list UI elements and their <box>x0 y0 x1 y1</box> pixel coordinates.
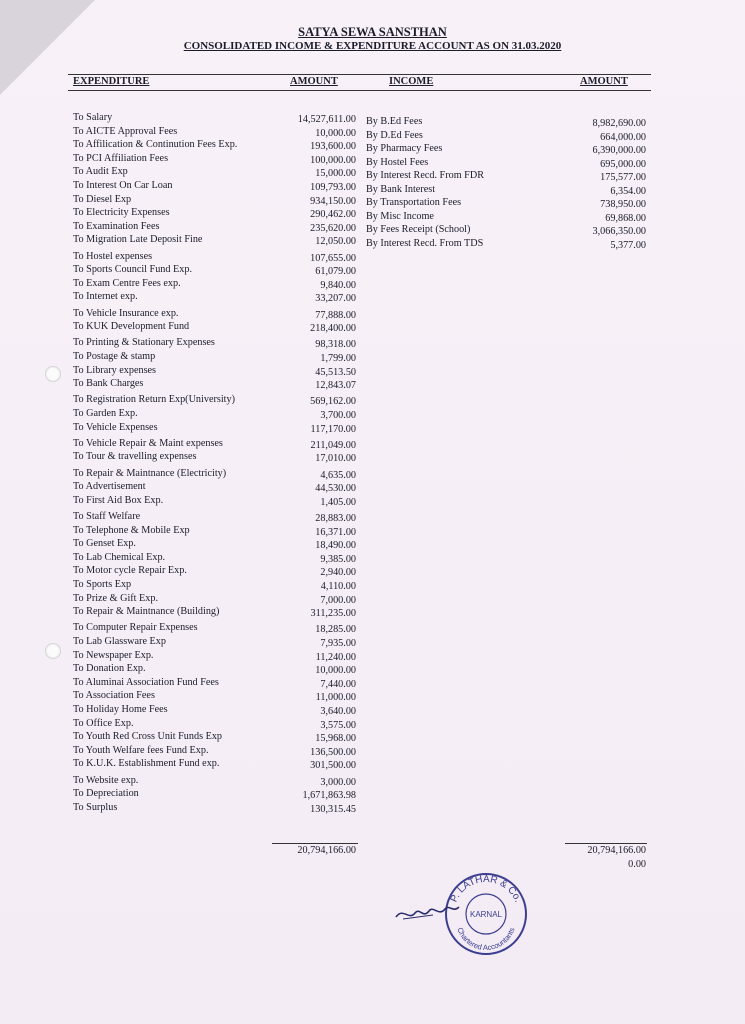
income-row-label: By Bank Interest <box>366 183 436 195</box>
income-row-label: By D.Ed Fees <box>366 129 423 141</box>
expenditure-row-label: To Telephone & Mobile Exp <box>73 524 190 536</box>
expenditure-row-amount: 15,968.00 <box>315 733 356 745</box>
expenditure-row-amount: 3,575.00 <box>320 719 356 731</box>
income-row-amount: 664,000.00 <box>600 131 646 143</box>
income-total-rule <box>565 843 647 844</box>
expenditure-row-label: To Youth Red Cross Unit Funds Exp <box>73 731 223 743</box>
expenditure-header: EXPENDITURE <box>73 76 150 87</box>
expenditure-row-label: To Vehicle Insurance exp. <box>73 307 179 319</box>
expenditure-row-label: To Examination Fees <box>73 220 160 232</box>
table-top-rule <box>68 74 651 75</box>
expenditure-row-label: To Repair & Maintnance (Building) <box>73 606 220 618</box>
expenditure-row-amount: 17,010.00 <box>315 453 356 465</box>
expenditure-row-label: To Motor cycle Repair Exp. <box>73 565 187 577</box>
expenditure-row-label: To Audit Exp <box>73 166 128 178</box>
income-row-amount: 695,000.00 <box>600 158 646 170</box>
expenditure-row-amount: 12,843.07 <box>315 380 356 392</box>
expenditure-row-label: To Bank Charges <box>73 378 144 390</box>
organization-name: SATYA SEWA SANSTHAN <box>298 25 447 39</box>
expenditure-row-amount: 7,440.00 <box>320 678 356 690</box>
expenditure-row-amount: 18,285.00 <box>315 624 356 636</box>
income-header: INCOME <box>389 76 434 87</box>
expenditure-row-amount: 44,530.00 <box>315 483 356 495</box>
expenditure-row-label: To Hostel expenses <box>73 250 153 262</box>
income-row-label: By Transportation Fees <box>366 197 462 208</box>
expenditure-row-amount: 136,500.00 <box>310 746 356 758</box>
expenditure-row-label: To Tour & travelling expenses <box>73 451 197 463</box>
expenditure-row-label: To Advertisement <box>73 481 146 493</box>
expenditure-row-label: To Library expenses <box>73 364 157 376</box>
expenditure-row-amount: 28,883.00 <box>315 513 356 524</box>
income-row-label: By Fees Receipt (School) <box>366 224 471 235</box>
expenditure-row-label: To Vehicle Expenses <box>73 421 158 433</box>
income-row-amount: 175,577.00 <box>600 172 646 183</box>
expenditure-row-amount: 235,620.00 <box>310 222 356 234</box>
expenditure-row-amount: 11,000.00 <box>315 692 356 704</box>
expenditure-row-label: To Depreciation <box>73 788 139 800</box>
income-total: 20,794,166.00 <box>587 845 646 856</box>
expenditure-row-label: To PCI Affiliation Fees <box>73 152 169 164</box>
expenditure-row-label: To Computer Repair Expenses <box>73 622 198 634</box>
income-row-amount: 6,354.00 <box>610 185 646 197</box>
expenditure-row-amount: 311,235.00 <box>310 608 356 620</box>
expenditure-row-label: To Newspaper Exp. <box>73 649 154 661</box>
expenditure-row-label: To Postage & stamp <box>73 351 156 362</box>
income-row-amount: 6,390,000.00 <box>592 145 646 156</box>
expenditure-row-amount: 1,799.00 <box>320 353 356 364</box>
expenditure-row-label: To Association Fees <box>73 690 155 702</box>
expenditure-row-amount: 569,162.00 <box>310 396 356 408</box>
expenditure-row-label: To Genset Exp. <box>73 538 136 550</box>
expenditure-row-amount: 193,600.00 <box>310 141 356 153</box>
expenditure-row-label: To Lab Glassware Exp <box>73 636 166 647</box>
expenditure-row-label: To Migration Late Deposit Fine <box>73 234 203 246</box>
expenditure-row-amount: 33,207.00 <box>315 293 356 305</box>
income-row-label: By Pharmacy Fees <box>366 143 443 154</box>
expenditure-amount-header: AMOUNT <box>290 76 338 87</box>
punch-hole-icon <box>45 643 61 659</box>
expenditure-row-amount: 117,170.00 <box>310 423 356 435</box>
income-row-label: By Misc Income <box>366 210 434 222</box>
expenditure-total-rule <box>272 843 358 844</box>
expenditure-row-label: To First Aid Box Exp. <box>73 494 164 506</box>
header-bottom-rule <box>68 90 651 91</box>
expenditure-row-amount: 16,371.00 <box>315 526 356 538</box>
expenditure-row-amount: 301,500.00 <box>310 760 356 772</box>
expenditure-total: 20,794,166.00 <box>297 845 356 856</box>
expenditure-row-label: To Holiday Home Fees <box>73 704 168 715</box>
expenditure-row-label: To Youth Welfare fees Fund Exp. <box>73 744 209 756</box>
expenditure-row-label: To Surplus <box>73 801 118 813</box>
income-amount-header: AMOUNT <box>580 76 628 87</box>
expenditure-row-label: To AICTE Approval Fees <box>73 125 178 137</box>
expenditure-row-amount: 4,635.00 <box>320 469 356 481</box>
expenditure-row-amount: 218,400.00 <box>310 323 356 335</box>
expenditure-row-amount: 109,793.00 <box>310 182 356 193</box>
expenditure-row-amount: 3,640.00 <box>320 706 356 717</box>
statement-title: CONSOLIDATED INCOME & EXPENDITURE ACCOUNT AS ON 31.03.2020 <box>183 40 562 52</box>
expenditure-row-amount: 130,315.45 <box>310 803 356 815</box>
expenditure-row-amount: 290,462.00 <box>310 209 356 221</box>
expenditure-row-label: To Aluminai Association Fund Fees <box>73 676 219 688</box>
expenditure-row-label: To Internet exp. <box>73 291 138 303</box>
expenditure-row-amount: 211,049.00 <box>310 439 356 451</box>
expenditure-row-amount: 1,405.00 <box>320 496 356 508</box>
expenditure-row-label: To Office Exp. <box>73 717 134 729</box>
expenditure-row-amount: 1,671,863.98 <box>302 790 356 802</box>
expenditure-row-amount: 10,000.00 <box>315 127 356 139</box>
expenditure-row-label: To Sports Council Fund Exp. <box>73 264 192 276</box>
expenditure-row-amount: 7,000.00 <box>320 594 356 606</box>
expenditure-row-amount: 12,050.00 <box>315 236 356 248</box>
expenditure-row-label: To Repair & Maintnance (Electricity) <box>73 467 227 479</box>
expenditure-row-label: To Registration Return Exp(University) <box>73 394 235 406</box>
expenditure-row-label: To Salary <box>73 112 113 123</box>
expenditure-row-amount: 61,079.00 <box>315 266 356 278</box>
expenditure-row-label: To KUK Development Fund <box>73 321 190 333</box>
expenditure-row-amount: 934,150.00 <box>310 195 356 207</box>
income-row-label: By Hostel Fees <box>366 156 429 168</box>
income-row-label: By B.Ed Fees <box>366 116 423 127</box>
expenditure-row-amount: 11,240.00 <box>315 651 356 663</box>
expenditure-row-label: To Garden Exp. <box>73 408 138 419</box>
expenditure-row-label: To Prize & Gift Exp. <box>73 592 159 604</box>
expenditure-row-label: To K.U.K. Establishment Fund exp. <box>73 758 220 770</box>
expenditure-row-amount: 4,110.00 <box>320 581 356 592</box>
expenditure-row-label: To Website exp. <box>73 774 139 786</box>
income-row-amount: 5,377.00 <box>610 239 646 251</box>
expenditure-row-amount: 98,318.00 <box>315 339 356 351</box>
income-row-amount: 3,066,350.00 <box>592 226 646 237</box>
svg-text:KARNAL: KARNAL <box>469 910 503 919</box>
expenditure-row-label: To Staff Welfare <box>73 511 141 522</box>
expenditure-row-amount: 100,000.00 <box>310 154 356 166</box>
expenditure-row-label: To Electricity Expenses <box>73 207 170 219</box>
punch-hole-icon <box>45 366 61 382</box>
expenditure-row-label: To Sports Exp <box>73 579 132 590</box>
expenditure-row-label: To Affilication & Continution Fees Exp. <box>73 139 238 151</box>
svg-text:P. LATHAR & Co.: P. LATHAR & Co. <box>448 873 524 905</box>
expenditure-row-label: To Interest On Car Loan <box>73 180 173 191</box>
income-row-label: By Interest Recd. From TDS <box>366 237 484 249</box>
expenditure-row-label: To Lab Chemical Exp. <box>73 551 166 563</box>
expenditure-row-amount: 45,513.50 <box>315 366 356 378</box>
income-row-label: By Interest Recd. From FDR <box>366 170 484 181</box>
expenditure-row-amount: 3,000.00 <box>320 776 356 788</box>
expenditure-row-amount: 18,490.00 <box>315 540 356 552</box>
expenditure-row-amount: 15,000.00 <box>315 168 356 180</box>
expenditure-row-label: To Printing & Stationary Expenses <box>73 337 215 349</box>
svg-text:Chartered Accountants: Chartered Accountants <box>455 926 517 953</box>
expenditure-row-amount: 10,000.00 <box>315 665 356 677</box>
income-row-amount: 738,950.00 <box>600 199 646 210</box>
expenditure-row-amount: 3,700.00 <box>320 410 356 421</box>
income-row-amount: 8,982,690.00 <box>592 118 646 129</box>
expenditure-row-amount: 107,655.00 <box>310 252 356 264</box>
expenditure-row-label: To Vehicle Repair & Maint expenses <box>73 437 223 449</box>
expenditure-row-label: To Exam Centre Fees exp. <box>73 277 181 289</box>
expenditure-row-amount: 2,940.00 <box>320 567 356 579</box>
expenditure-row-amount: 77,888.00 <box>315 309 356 321</box>
expenditure-row-amount: 14,527,611.00 <box>297 114 356 125</box>
difference-value: 0.00 <box>628 859 646 870</box>
expenditure-row-amount: 9,840.00 <box>320 279 356 291</box>
income-row-amount: 69,868.00 <box>605 212 646 224</box>
expenditure-row-label: To Donation Exp. <box>73 663 146 675</box>
signature-icon <box>393 895 463 925</box>
expenditure-row-amount: 7,935.00 <box>320 638 356 649</box>
expenditure-row-amount: 9,385.00 <box>320 553 356 565</box>
expenditure-row-label: To Diesel Exp <box>73 193 132 205</box>
